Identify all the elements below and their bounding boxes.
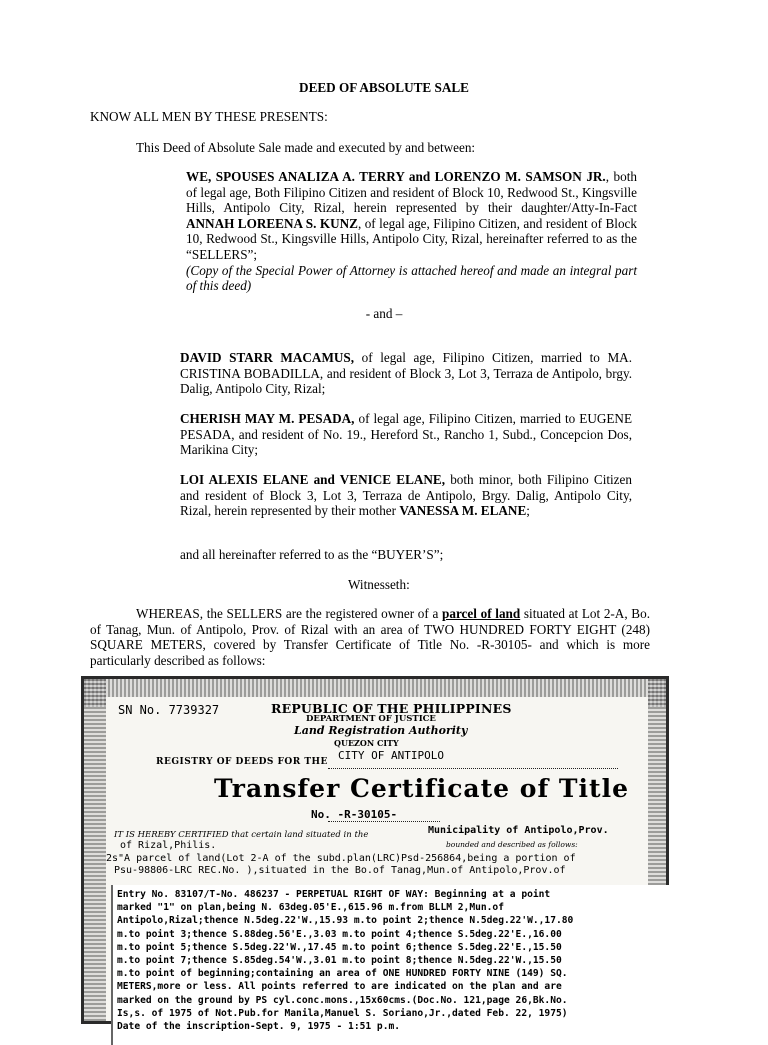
mother-name: VANESSA M. ELANE	[399, 503, 527, 519]
entry-line: m.to point 5;thence S.5deg.22'W.,17.45 m.to point 6;thence S.5deg.22'E.,15.50	[117, 941, 562, 953]
registry-city: CITY OF ANTIPOLO	[338, 749, 444, 762]
entry-line: m.to point 7;thence S.85deg.54'W.,3.01 m.to point 8;thence N.5deg.22'W.,15.50	[117, 955, 562, 967]
department-heading: DEPARTMENT OF JUSTICE	[306, 714, 436, 724]
registry-label: REGISTRY OF DEEDS FOR THE	[156, 757, 328, 767]
buyer-name: CHERISH MAY M. PESADA,	[180, 411, 355, 426]
buyer-text: both minor, both Filipino Citizen and resident of Block 3, Lot 3, Terraza de Antipolo, Brgy. Dalig, Antipolo City, Rizal, herein represented by their mother	[180, 472, 632, 519]
parcel-of-land: parcel of land	[442, 606, 521, 621]
serial-number: SN No. 7739327	[118, 703, 220, 717]
witnesseth: Witnesseth:	[348, 577, 410, 592]
quezon-city: QUEZON CITY	[334, 738, 399, 748]
entry-line: Entry No. 83107/T-No. 486237 - PERPETUAL RIGHT OF WAY: Beginning at a point	[117, 889, 551, 900]
buyer-paragraph	[180, 350, 632, 397]
certified-line: IT IS HEREBY CERTIFIED that certain land situated in the	[114, 830, 369, 840]
entry-line: Is,s. of 1975 of Not.Pub.for Manila,Manuel S. Soriano,Jr.,dated Feb. 22, 1975)	[117, 1007, 568, 1019]
security-border-left	[84, 679, 106, 1021]
entry-line: m.to point of beginning;containing an area of ONE HUNDRED FORTY NINE (149) SQ.	[117, 968, 568, 980]
certificate-body	[106, 697, 648, 1033]
number-dotted-line	[328, 821, 440, 822]
attorney-name: ANNAH LOREENA S. KUNZ	[186, 215, 358, 231]
and-separator: - and –	[365, 306, 403, 321]
entry-line: m.to point 3;thence S.88deg.56'E.,3.03 m.to point 4;thence S.5deg.22'E.,16.00	[117, 928, 562, 940]
registry-dotted-line	[328, 768, 618, 769]
opening-line: KNOW ALL MEN BY THESE PRESENTS:	[90, 109, 328, 124]
buyer-name: LOI ALEXIS ELANE and VENICE ELANE,	[180, 472, 446, 487]
bounded-text: bounded and described as follows:	[446, 840, 578, 849]
sellers-names: WE, SPOUSES ANALIZA A. TERRY and LORENZO M. SAMSON JR.	[186, 169, 606, 184]
whereas-paragraph: WHEREAS, the SELLERS are the registered owner of a parcel of land situated at Lot 2-A, Bo. of Tanag, Mun. of Antipolo, Prov. of Rizal with an area of TWO HUNDRED FORTY EIGHT (248) SQUARE METERS, covered by Transfer Certificate of Title No. -R-30105- and which is more particularly described as follows:	[90, 606, 650, 668]
municipality-text: Municipality of Antipolo,Prov.	[428, 825, 609, 836]
psu-line: Psu-98806-LRC REC.No. ),situated in the Bo.of Tanag,Mun.of Antipolo,Prov.of	[114, 865, 566, 876]
buyers-referral: and all hereinafter referred to as the “BUYER’S”;	[180, 547, 444, 562]
buyer-text: of legal age, Filipino Citizen, married to MA. CRISTINA BOBADILLA, and resident of Block 3, Lot 3, Terraza de Antipolo, brgy. Dalig, Antipolo City, Rizal;	[180, 350, 632, 397]
intro-line: This Deed of Absolute Sale made and executed by and between:	[136, 140, 476, 155]
entry-line: METERS,more or less. All points referred to are indicated on the plan and are	[117, 981, 562, 993]
entry-line: Antipolo,Rizal;thence N.5deg.22'W.,15.93 m.to point 2;thence N.5deg.22'W.,17.80	[117, 915, 574, 927]
document-title: DEED OF ABSOLUTE SALE	[299, 80, 469, 95]
buyer-paragraph: LOI ALEXIS ELANE and VENICE ELANE, both minor, both Filipino Citizen and resident of Block 3, Lot 3, Terraza de Antipolo, Brgy. Dalig, Antipolo City, Rizal, herein represented by their mother VANESSA M. ELANE;	[180, 472, 632, 519]
certificate-heading: Transfer Certificate of Title	[214, 774, 629, 803]
buyer-paragraph	[180, 411, 632, 458]
authority-heading: Land Registration Authority	[294, 724, 468, 737]
republic-heading: REPUBLIC OF THE PHILIPPINES	[271, 701, 512, 716]
buyer-text: of legal age, Filipino Citizen, married to EUGENE PESADA, and resident of No. 19., Hereford St., Rancho 1, Subd., Concepcion Dos, Marikina City;	[180, 411, 632, 458]
certificate-number: No. -R-30105-	[311, 808, 398, 821]
entry-line: marked on the ground by PS cyl.conc.mons.,15x60cms.(Doc.No. 121,page 26,Bk.No.	[117, 994, 568, 1006]
sellers-text-2: , of legal age, Filipino Citizen, and resident of Block 10, Redwood St., Kingsville Hills, Antipolo City, Rizal, hereinafter referred to as the “SELLERS”;	[186, 215, 638, 262]
province-text: of Rizal,Philis.	[120, 840, 217, 851]
spa-note: (Copy of the Special Power of Attorney is attached hereof and made an integral part of this deed)	[186, 262, 637, 294]
buyer-name: DAVID STARR MACAMUS,	[180, 350, 355, 365]
entry-line: Date of the inscription-Sept. 9, 1975 - 1:51 p.m.	[117, 1021, 401, 1033]
sellers-text-1: , both of legal age, Both Filipino Citizen and resident of Block 10, Redwood St., Kingsville Hills, Antipolo City, Rizal, herein represented by their daughter/Atty-In-Fact	[186, 169, 637, 216]
tct-scan-image	[81, 676, 669, 1033]
sellers-paragraph	[186, 169, 637, 294]
entry-line: marked "1" on plan,being N. 63deg.05'E.,615.96 m.from BLLM 2,Mun.of	[117, 902, 504, 914]
parcel-description: 2s"A parcel of land(Lot 2-A of the subd.plan(LRC)Psd-256864,being a portion of	[106, 853, 576, 864]
right-of-way-entry	[111, 885, 669, 1045]
